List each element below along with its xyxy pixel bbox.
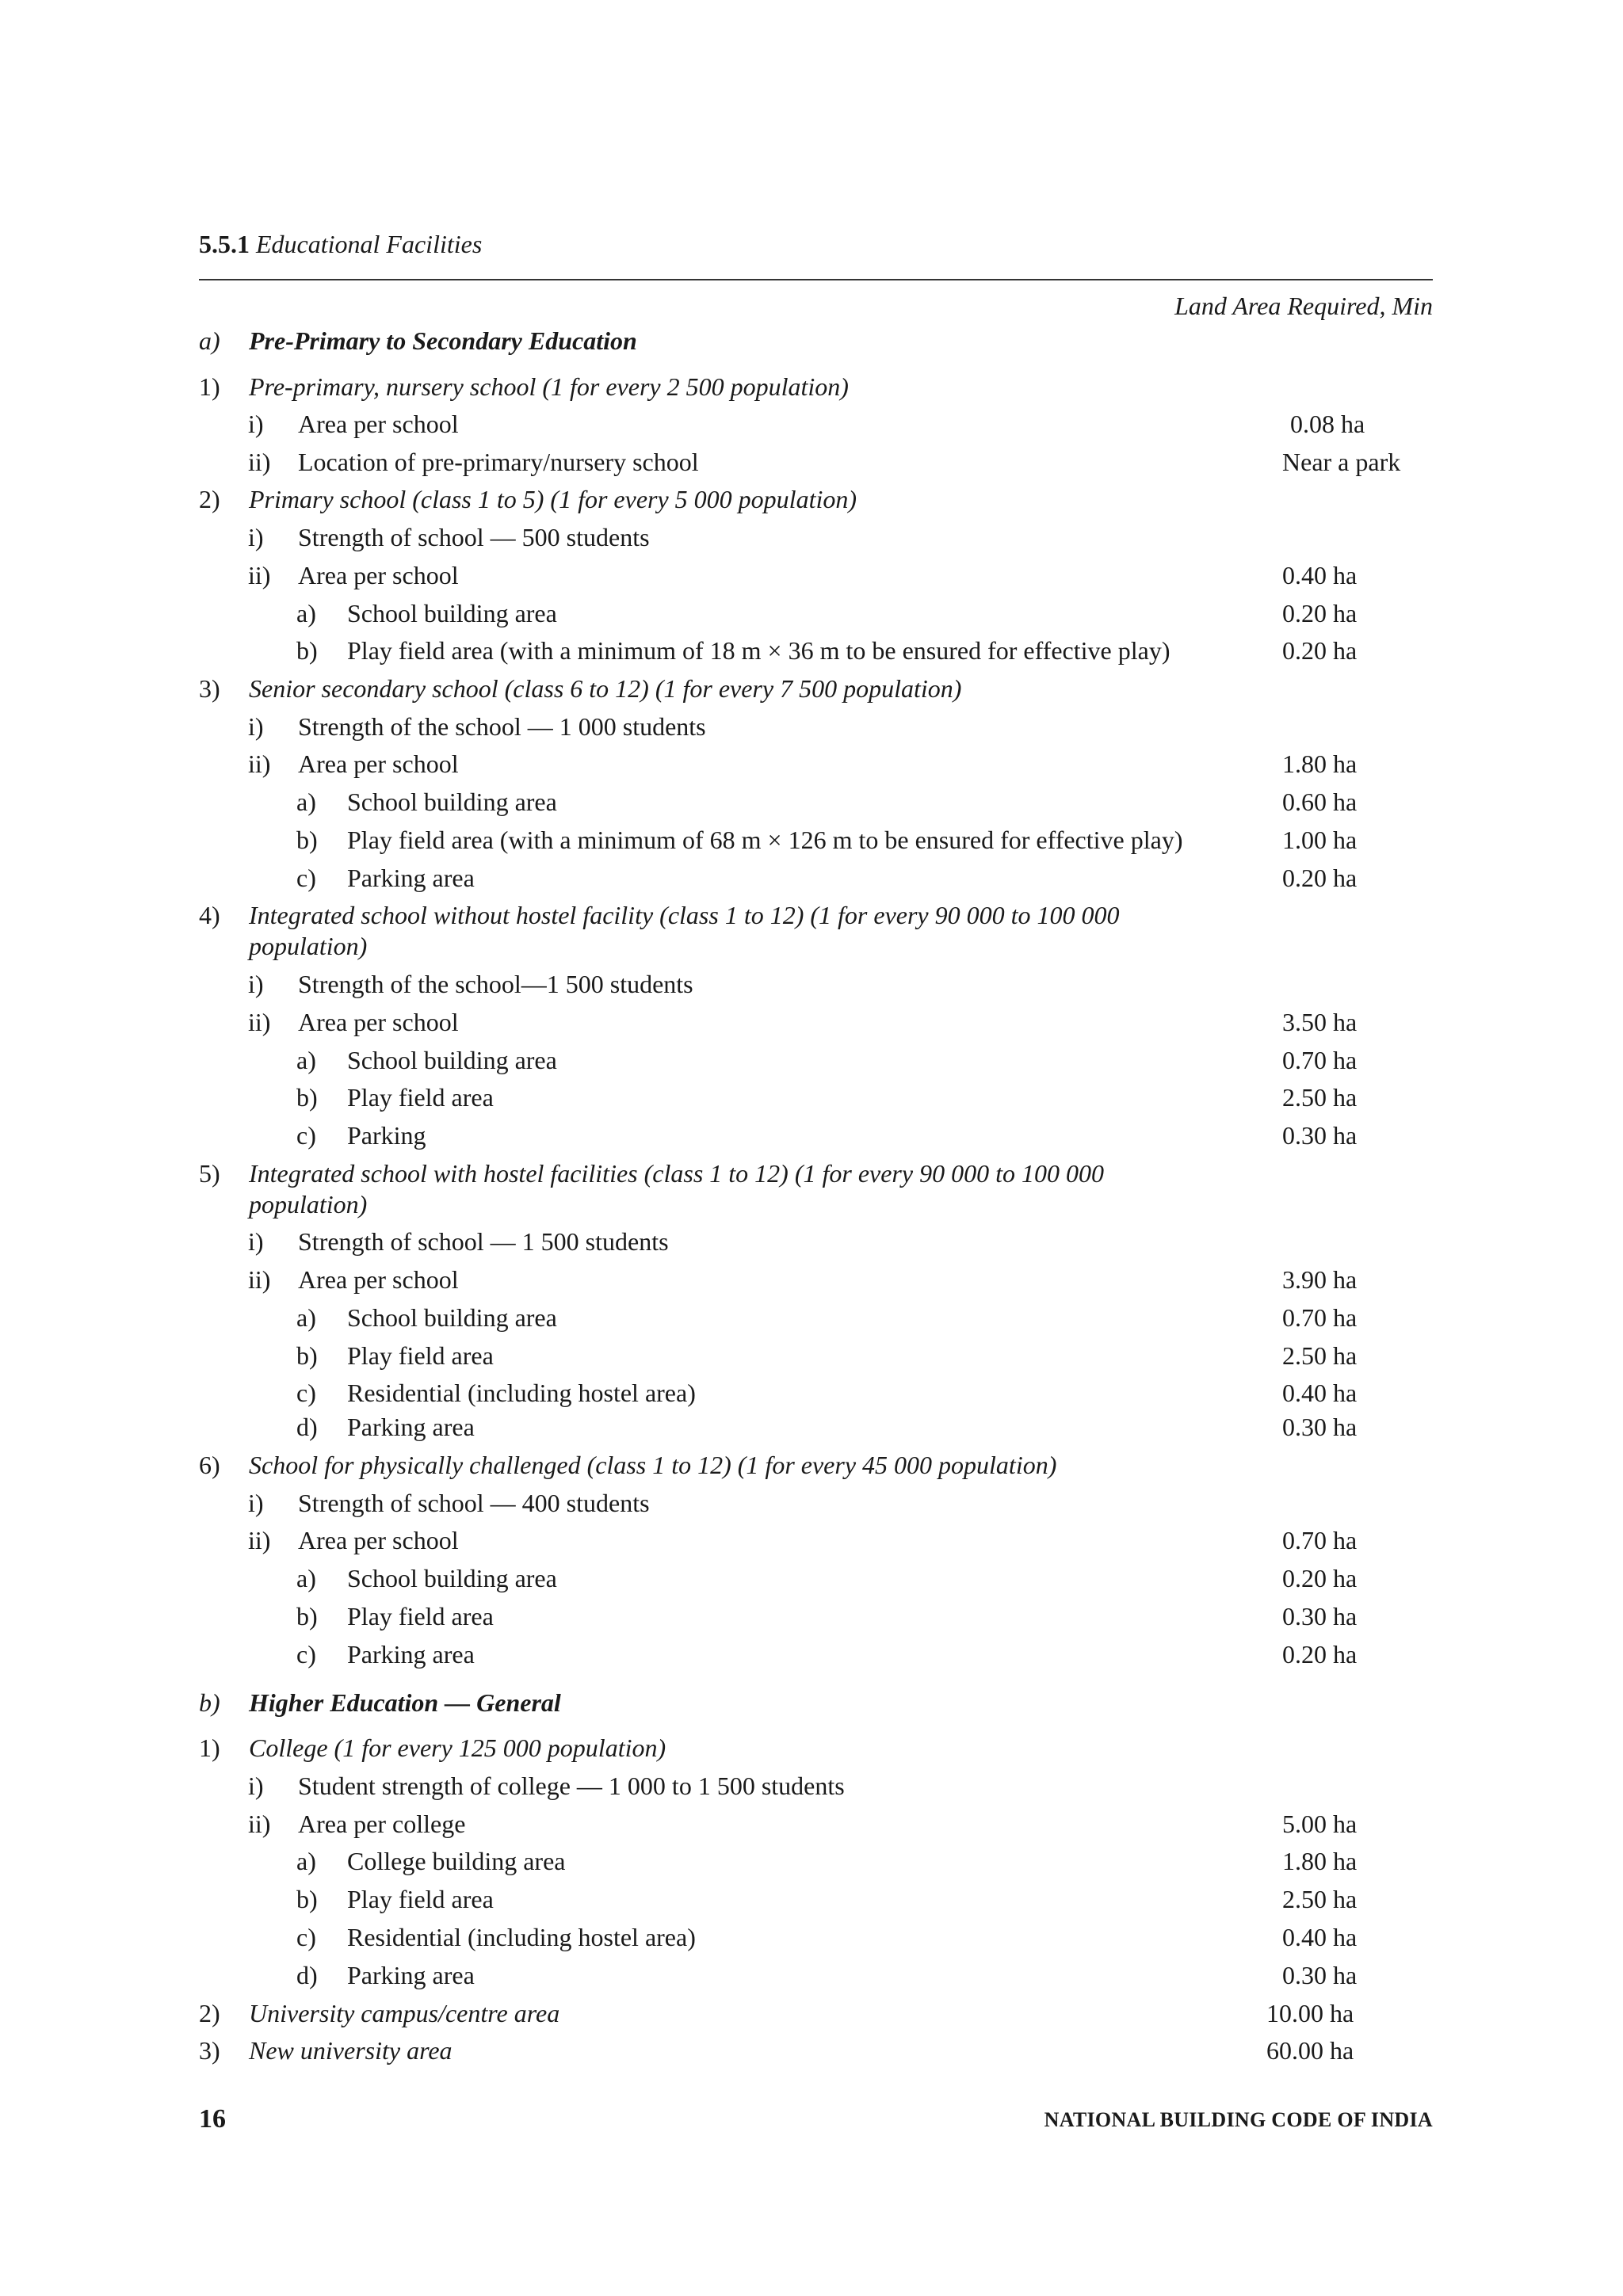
item-marker: i) bbox=[248, 712, 264, 741]
item-value: 2.50 ha bbox=[1282, 1083, 1358, 1112]
item-marker: a) bbox=[296, 1046, 316, 1074]
item-marker: 6) bbox=[199, 1451, 220, 1479]
item-marker: d) bbox=[296, 1413, 318, 1441]
item-marker: ii) bbox=[248, 1265, 271, 1294]
item-marker: i) bbox=[248, 970, 264, 998]
item-value: 2.50 ha bbox=[1282, 1885, 1358, 1913]
item-text: School building area bbox=[347, 788, 557, 816]
item-value: 0.20 ha bbox=[1282, 636, 1358, 665]
item-text: Strength of school — 1 500 students bbox=[298, 1227, 669, 1256]
publication-title: NATIONAL BUILDING CODE OF INDIA bbox=[1044, 2108, 1433, 2131]
item-text: Senior secondary school (class 6 to 12) (1 for every 7 500 population) bbox=[249, 674, 962, 703]
item-value: 0.70 ha bbox=[1282, 1526, 1358, 1554]
item-marker: 5) bbox=[199, 1159, 220, 1188]
item-value: 0.30 ha bbox=[1282, 1602, 1358, 1630]
item-value: 2.50 ha bbox=[1282, 1341, 1358, 1370]
item-marker: c) bbox=[296, 1121, 316, 1150]
item-marker: d) bbox=[296, 1961, 318, 1989]
item-marker: b) bbox=[296, 1885, 318, 1913]
item-text: New university area bbox=[249, 2036, 453, 2065]
column-header: Land Area Required, Min bbox=[1174, 292, 1433, 320]
item-marker: b) bbox=[296, 826, 318, 854]
item-text: School building area bbox=[347, 1046, 557, 1074]
item-value: 0.40 ha bbox=[1282, 1379, 1358, 1407]
section-title: Educational Facilities bbox=[256, 230, 483, 258]
item-text: Residential (including hostel area) bbox=[347, 1379, 696, 1407]
item-value: 1.00 ha bbox=[1282, 826, 1358, 854]
item-value: 0.40 ha bbox=[1282, 561, 1358, 589]
item-marker: i) bbox=[248, 1489, 264, 1517]
item-value: 5.00 ha bbox=[1282, 1810, 1358, 1838]
item-marker: a) bbox=[296, 599, 316, 627]
item-marker: 3) bbox=[199, 674, 220, 703]
item-value: 0.20 ha bbox=[1282, 864, 1358, 892]
item-text: Strength of the school—1 500 students bbox=[298, 970, 693, 998]
item-value: 0.40 ha bbox=[1282, 1923, 1358, 1951]
item-text: Parking bbox=[347, 1121, 426, 1150]
section-heading bbox=[199, 230, 482, 259]
item-marker: 2) bbox=[199, 485, 220, 513]
item-value: 0.70 ha bbox=[1282, 1303, 1358, 1332]
item-marker: b) bbox=[199, 1688, 220, 1717]
item-marker: a) bbox=[296, 1564, 316, 1592]
item-text: School building area bbox=[347, 599, 557, 627]
item-value: 60.00 ha bbox=[1266, 2036, 1354, 2065]
item-marker: ii) bbox=[248, 749, 271, 778]
item-marker: ii) bbox=[248, 1526, 271, 1554]
item-text: Area per school bbox=[298, 1265, 459, 1294]
item-marker: ii) bbox=[248, 1810, 271, 1838]
heading-rule bbox=[199, 279, 1433, 280]
item-text: Parking area bbox=[347, 1961, 475, 1989]
item-text: School building area bbox=[347, 1564, 557, 1592]
item-value: 0.70 ha bbox=[1282, 1046, 1358, 1074]
item-marker: b) bbox=[296, 1602, 318, 1630]
item-text: population) bbox=[249, 932, 368, 960]
item-marker: i) bbox=[248, 1772, 264, 1800]
item-marker: a) bbox=[296, 788, 316, 816]
item-marker: i) bbox=[248, 1227, 264, 1256]
section-number: 5.5.1 bbox=[199, 230, 250, 258]
item-value: 3.90 ha bbox=[1282, 1265, 1358, 1294]
item-text: School building area bbox=[347, 1303, 557, 1332]
item-marker: c) bbox=[296, 1923, 316, 1951]
item-text: Strength of the school — 1 000 students bbox=[298, 712, 706, 741]
item-text: Parking area bbox=[347, 1413, 475, 1441]
item-text: Area per school bbox=[298, 410, 459, 438]
item-text: Play field area (with a minimum of 18 m × 36 m to be ensured for effective play) bbox=[347, 636, 1170, 665]
item-text: Strength of school — 500 students bbox=[298, 523, 650, 551]
item-value: 0.30 ha bbox=[1282, 1961, 1358, 1989]
item-text: Play field area bbox=[347, 1602, 494, 1630]
item-text: Area per school bbox=[298, 561, 459, 589]
item-marker: 1) bbox=[199, 1733, 220, 1762]
item-marker: 4) bbox=[199, 901, 220, 929]
item-value: 0.30 ha bbox=[1282, 1121, 1358, 1150]
item-text: University campus/centre area bbox=[249, 1999, 560, 2027]
page-number: 16 bbox=[199, 2104, 226, 2134]
item-value: 0.20 ha bbox=[1282, 1564, 1358, 1592]
item-text: Higher Education — General bbox=[249, 1688, 561, 1717]
item-text: Parking area bbox=[347, 1640, 475, 1669]
item-text: Play field area bbox=[347, 1885, 494, 1913]
item-text: Area per school bbox=[298, 1008, 459, 1036]
item-value: 10.00 ha bbox=[1266, 1999, 1354, 2027]
item-value: 0.20 ha bbox=[1282, 1640, 1358, 1669]
item-value: 3.50 ha bbox=[1282, 1008, 1358, 1036]
item-value: 1.80 ha bbox=[1282, 749, 1358, 778]
item-marker: ii) bbox=[248, 561, 271, 589]
item-marker: c) bbox=[296, 1640, 316, 1669]
item-value: Near a park bbox=[1282, 448, 1401, 476]
item-text: population) bbox=[249, 1190, 368, 1219]
item-marker: 1) bbox=[199, 372, 220, 401]
item-marker: 3) bbox=[199, 2036, 220, 2065]
item-marker: c) bbox=[296, 864, 316, 892]
item-text: Area per college bbox=[298, 1810, 466, 1838]
item-value: 0.08 ha bbox=[1290, 410, 1365, 438]
item-text: Location of pre-primary/nursery school bbox=[298, 448, 699, 476]
item-marker: 2) bbox=[199, 1999, 220, 2027]
item-text: Play field area (with a minimum of 68 m × 126 m to be ensured for effective play) bbox=[347, 826, 1183, 854]
item-text: School for physically challenged (class 1 to 12) (1 for every 45 000 population) bbox=[249, 1451, 1057, 1479]
item-text: Integrated school with hostel facilities (class 1 to 12) (1 for every 90 000 to 100 000 bbox=[249, 1159, 1104, 1188]
item-text: Integrated school without hostel facility (class 1 to 12) (1 for every 90 000 to 100 000 bbox=[249, 901, 1120, 929]
item-value: 1.80 ha bbox=[1282, 1847, 1358, 1875]
item-value: 0.20 ha bbox=[1282, 599, 1358, 627]
item-text: Area per school bbox=[298, 749, 459, 778]
item-value: 0.30 ha bbox=[1282, 1413, 1358, 1441]
item-text: Primary school (class 1 to 5) (1 for every 5 000 population) bbox=[249, 485, 857, 513]
item-text: College (1 for every 125 000 population) bbox=[249, 1733, 666, 1762]
item-marker: c) bbox=[296, 1379, 316, 1407]
item-marker: i) bbox=[248, 523, 264, 551]
item-marker: a) bbox=[199, 326, 220, 355]
item-marker: b) bbox=[296, 636, 318, 665]
item-text: Play field area bbox=[347, 1341, 494, 1370]
item-text: Pre-primary, nursery school (1 for every 2 500 population) bbox=[249, 372, 849, 401]
item-marker: b) bbox=[296, 1341, 318, 1370]
item-text: Play field area bbox=[347, 1083, 494, 1112]
item-text: Area per school bbox=[298, 1526, 459, 1554]
item-text: College building area bbox=[347, 1847, 566, 1875]
item-text: Student strength of college — 1 000 to 1 500 students bbox=[298, 1772, 845, 1800]
item-marker: a) bbox=[296, 1847, 316, 1875]
item-text: Strength of school — 400 students bbox=[298, 1489, 650, 1517]
item-value: 0.60 ha bbox=[1282, 788, 1358, 816]
item-marker: i) bbox=[248, 410, 264, 438]
item-text: Residential (including hostel area) bbox=[347, 1923, 696, 1951]
item-text: Pre-Primary to Secondary Education bbox=[249, 326, 637, 355]
item-marker: a) bbox=[296, 1303, 316, 1332]
item-marker: b) bbox=[296, 1083, 318, 1112]
item-marker: ii) bbox=[248, 448, 271, 476]
item-marker: ii) bbox=[248, 1008, 271, 1036]
item-text: Parking area bbox=[347, 864, 475, 892]
